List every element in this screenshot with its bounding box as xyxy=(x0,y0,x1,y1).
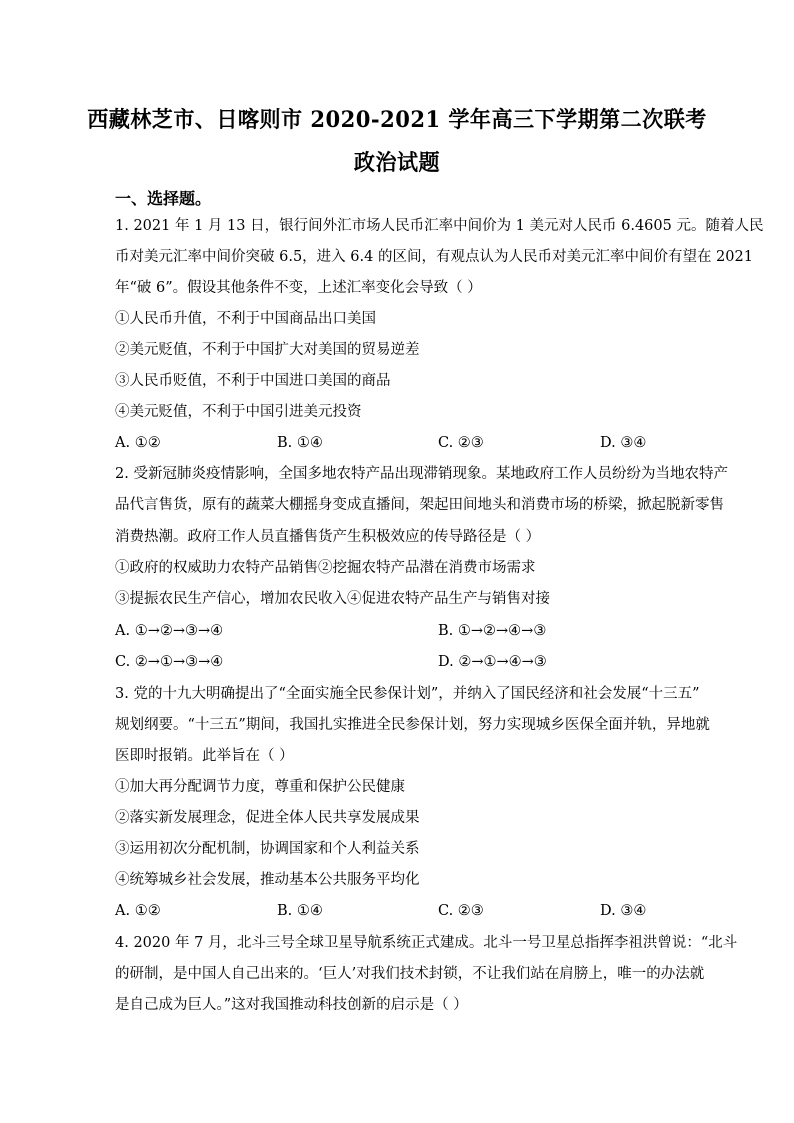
q3-option-c: C. ②③ xyxy=(438,903,484,919)
q3-option-a: A. ①② xyxy=(115,903,161,919)
q4-line-2: 的研制，是中国人自己出来的。‘巨人’对我们技术封锁，不让我们站在肩膀上，唯一的办法就 xyxy=(115,966,705,982)
q1-line-1: 1. 2021 年 1 月 13 日，银行间外汇市场人民币汇率中间价为 1 美元对人民币 6.4605 元。随着人民 xyxy=(115,218,764,234)
q4-line-3: 是自己成为巨人。”这对我国推动科技创新的启示是（ ） xyxy=(115,997,468,1013)
q1-options xyxy=(115,433,685,453)
q1-statement-1: ①人民币升值，不利于中国商品出口美国 xyxy=(115,311,376,327)
q1-line-3: 年“破 6”。假设其他条件不变，上述汇率变化会导致（ ） xyxy=(115,280,482,296)
q3-statement-4: ④统筹城乡社会发展，推动基本公共服务平均化 xyxy=(115,872,420,888)
q3-statement-1: ①加大再分配调节力度，尊重和保护公民健康 xyxy=(115,779,405,795)
q2-options-row-2 xyxy=(115,652,685,672)
q1-statement-3: ③人民币贬值，不利于中国进口美国的商品 xyxy=(115,373,391,389)
q1-statement-4: ④美元贬值，不利于中国引进美元投资 xyxy=(115,404,362,420)
q2-option-a: A. ①→②→③→④ xyxy=(115,623,224,639)
q3-statement-3: ③运用初次分配机制，协调国家和个人利益关系 xyxy=(115,841,420,857)
q3-line-1: 3. 党的十九大明确提出了“全面实施全民参保计划”，并纳入了国民经济和社会发展“十三五” xyxy=(115,686,700,702)
q3-statement-2: ②落实新发展理念，促进全体人民共享发展成果 xyxy=(115,810,420,826)
q1-option-c: C. ②③ xyxy=(438,435,484,451)
q3-options xyxy=(115,901,685,921)
q2-line-3: 消费热潮。政府工作人员直播售货产生积极效应的传导路径是（ ） xyxy=(115,529,541,545)
q2-option-c: C. ②→①→③→④ xyxy=(115,654,224,670)
section-heading: 一、选择题。 xyxy=(115,189,212,208)
q2-options-row-1 xyxy=(115,621,685,641)
q2-statement-1-2: ①政府的权威助力农特产品销售②挖掘农特产品潜在消费市场需求 xyxy=(115,560,536,576)
q1-option-a: A. ①② xyxy=(115,435,161,451)
document-title: 西藏林芝市、日喀则市 2020-2021 学年高三下学期第二次联考 xyxy=(87,107,707,133)
document-subtitle: 政治试题 xyxy=(353,150,441,176)
q4-line-1: 4. 2020 年 7 月，北斗三号全球卫星导航系统正式建成。北斗一号卫星总指挥李祖洪曾说：“北斗 xyxy=(115,935,738,951)
q2-option-d: D. ②→①→④→③ xyxy=(438,654,547,670)
q3-option-b: B. ①④ xyxy=(277,903,323,919)
q2-statement-3-4: ③提振农民生产信心，增加农民收入④促进农特产品生产与销售对接 xyxy=(115,591,550,607)
q1-statement-2: ②美元贬值，不利于中国扩大对美国的贸易逆差 xyxy=(115,342,420,358)
q1-option-d: D. ③④ xyxy=(600,435,647,451)
q2-line-1: 2. 受新冠肺炎疫情影响，全国多地农特产品出现滞销现象。某地政府工作人员纷纷为当地农特产 xyxy=(115,466,728,482)
q2-option-b: B. ①→②→④→③ xyxy=(438,623,547,639)
q3-option-d: D. ③④ xyxy=(600,903,647,919)
q3-line-2: 规划纲要。“十三五”期间，我国扎实推进全民参保计划，努力实现城乡医保全面并轨，异地就 xyxy=(115,717,710,733)
q1-line-2: 币对美元汇率中间价突破 6.5，进入 6.4 的区间，有观点认为人民币对美元汇率中间价有望在 2021 xyxy=(115,249,753,265)
q2-line-2: 品代言售货，原有的蔬菜大棚摇身变成直播间，架起田间地头和消费市场的桥梁，掀起脱新零售 xyxy=(115,497,724,513)
q1-option-b: B. ①④ xyxy=(277,435,323,451)
q3-line-3: 医即时报销。此举旨在（ ） xyxy=(115,748,294,764)
